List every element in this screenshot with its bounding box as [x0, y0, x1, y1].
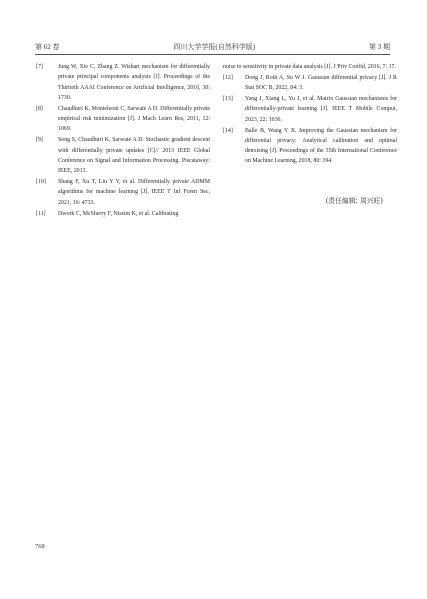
reference-item [36, 62, 210, 103]
reference-number: [10] [36, 179, 46, 186]
reference-item [223, 94, 397, 125]
reference-item [36, 177, 210, 208]
running-header [35, 39, 390, 52]
reference-number: [9] [36, 137, 43, 144]
reference-number: [12] [223, 74, 233, 81]
reference-text: Balle B, Wang Y X. Improving the Gaussian mechanism for differential privacy: Analytical calibration and optimal denoising [J]. Proceedings of the 35th International Conference on Machine Learning, 2018, 80: 394. [245, 127, 397, 165]
reference-item [223, 126, 397, 167]
reference-number: [14] [223, 127, 233, 134]
reference-number: [8] [36, 105, 43, 112]
responsible-editor: (责任编辑: 周兴旺) [325, 197, 383, 205]
reference-continuation [223, 62, 397, 72]
issue-label: 第 3 期 [368, 43, 390, 51]
volume-label: 第 62 卷 [35, 43, 60, 51]
reference-text: Dwork C, McSherry F, Nissim K, et al. Calibrating [58, 210, 179, 217]
reference-text: Dong J, Roth A, Su W J. Gaussian differential privacy [J]. J R Stat SOC B, 2022, 84: 3. [245, 74, 397, 92]
references-right-column [223, 62, 397, 167]
reference-item [223, 73, 397, 94]
reference-text: Song S, Chaudhuri K, Sarwate A D. Stochastic gradient descent with differentially private updates [C]// 2013 IEEE Global Conference on Signal and Information Processing. Piscataway: IEEE, 2013. [58, 137, 210, 175]
reference-number: [13] [223, 96, 233, 103]
reference-text: Yang J, Xiang L, Yu J, et al. Matrix Gaussian mechanisms for differentially-private learning [J]. IEEE T Mobile Comput, 2023, 22: 1036. [245, 96, 397, 123]
reference-text: Chaudhuri K, Monteleoni C, Sarwate A D. Differentially private empirical risk minimization [J]. J Mach Learn Res, 2011, 12: 1069. [58, 105, 210, 133]
reference-number: [7] [36, 64, 43, 70]
reference-item [36, 209, 210, 219]
references-left-column [36, 62, 210, 219]
reference-text: noise to sensitivity in private data analysis [J]. J Priv Confid, 2016, 7: 17. [223, 64, 396, 70]
header-rule [35, 54, 390, 55]
reference-text: Shang F, Xu T, Liu Y Y, et al. Differentially private ADMM algorithms for machine learning [J]. IEEE T Inf Foren Sec, 2021, 16: 4733. [58, 179, 210, 206]
reference-item [36, 104, 210, 135]
page-number: 768 [35, 543, 45, 550]
reference-number: [11] [36, 210, 46, 217]
reference-item [36, 135, 210, 176]
reference-text: Jung W, Xie C, Zhang Z. Wishart mechanism for differentially private principal components analysis [J]. Proceedings of the Thirtieth AAAI Conference on Artificial Intelligence, 2016, 30: 1730. [58, 64, 210, 101]
journal-title: 四川大学学报(自然科学版) [173, 43, 256, 51]
